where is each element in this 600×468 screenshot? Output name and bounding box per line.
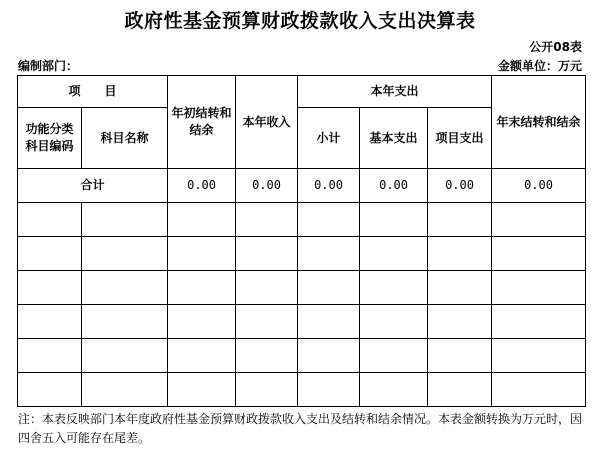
- table-row: [18, 339, 586, 373]
- header-item: 项 目: [18, 76, 168, 108]
- total-current-income: 0.00: [236, 169, 298, 203]
- budget-table: [17, 75, 586, 407]
- header-opening-balance: 年初结转和结余: [168, 76, 236, 169]
- table-row: [18, 271, 586, 305]
- total-opening-balance: 0.00: [168, 169, 236, 203]
- total-label: 合计: [18, 169, 168, 203]
- header-row-1: [18, 76, 586, 108]
- total-row: [18, 169, 586, 203]
- header-current-income: 本年收入: [236, 76, 298, 169]
- header-closing-balance: 年末结转和结余: [492, 76, 586, 169]
- table-row: [18, 237, 586, 271]
- form-code: 公开08表: [529, 40, 582, 54]
- table-row: [18, 203, 586, 237]
- report-title: 政府性基金预算财政拨款收入支出决算表: [124, 10, 476, 32]
- header-project-expense: 项目支出: [428, 108, 492, 169]
- total-closing-balance: 0.00: [492, 169, 586, 203]
- header-subtotal: 小计: [298, 108, 360, 169]
- unit-label: 金额单位：万元: [497, 59, 582, 73]
- header-current-expense: 本年支出: [298, 76, 492, 108]
- header-basic-expense: 基本支出: [360, 108, 428, 169]
- footnote: 注：本表反映部门本年度政府性基金预算财政拨款收入支出及结转和结余情况。本表金额转换为万元时，因四舍五入可能存在尾差。: [18, 412, 583, 445]
- total-project-expense: 0.00: [428, 169, 492, 203]
- header-item-name: 科目名称: [82, 108, 168, 169]
- table-row: [18, 373, 586, 407]
- total-subtotal: 0.00: [298, 169, 360, 203]
- table-row: [18, 305, 586, 339]
- total-basic-expense: 0.00: [360, 169, 428, 203]
- header-function-code: 功能分类科目编码: [18, 108, 82, 169]
- dept-label: 编制部门：: [18, 59, 79, 73]
